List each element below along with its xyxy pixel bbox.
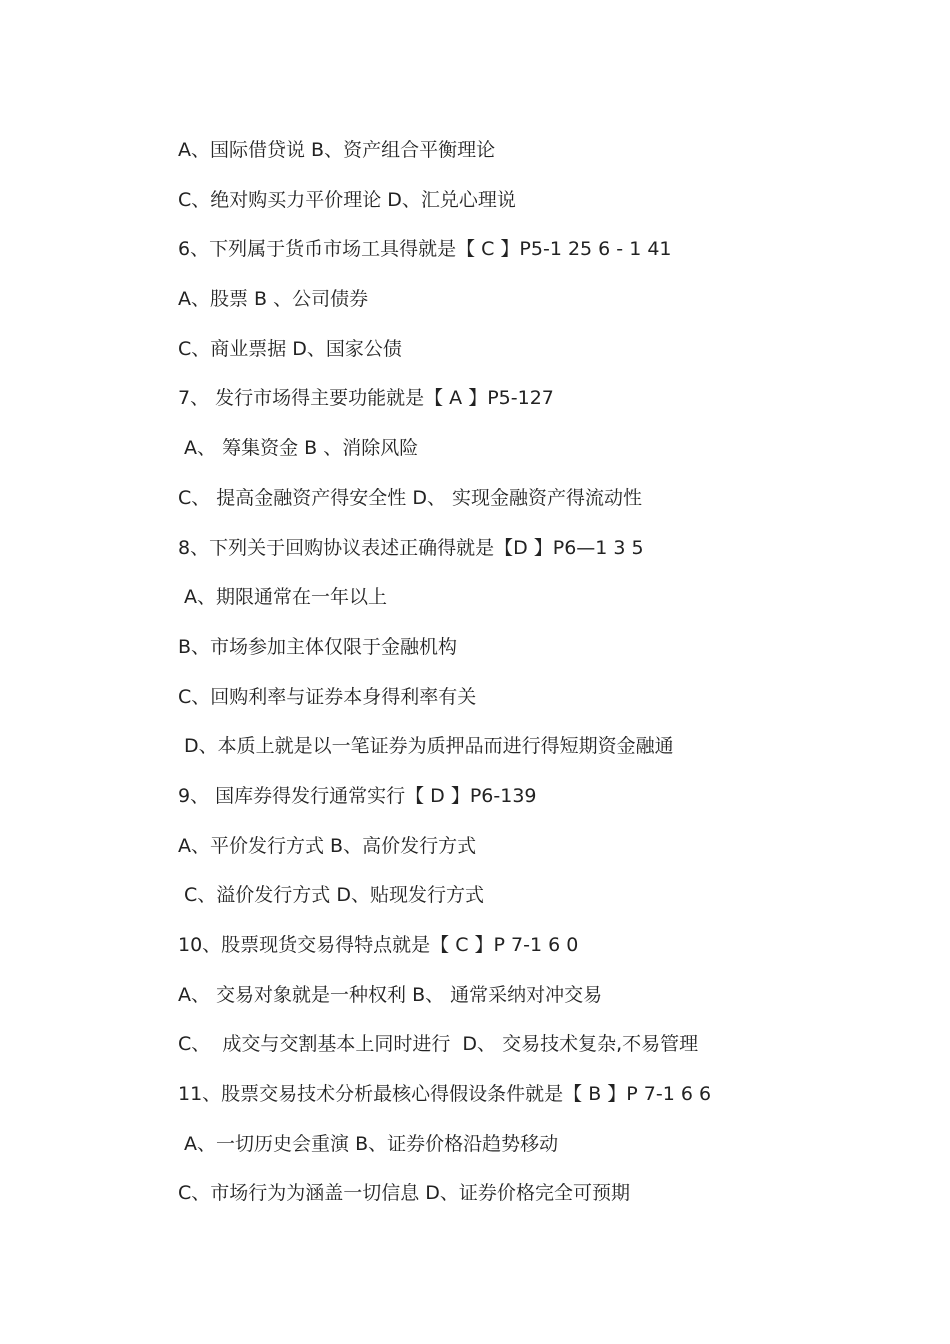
- question-line: 6、下列属于货币市场工具得就是【 C 】P5-1 25 6 - 1 41: [178, 238, 672, 261]
- text-line: A、国际借贷说 B、资产组合平衡理论: [178, 139, 496, 161]
- question-line: 10、股票现货交易得特点就是【 C 】P 7-1 6 0: [178, 934, 579, 956]
- option-line: C、市场行为为涵盖一切信息 D、证券价格完全可预期: [178, 1182, 630, 1205]
- option-line: C、回购利率与证券本身得利率有关: [178, 685, 477, 708]
- option-line: A、 筹集资金 B 、消除风险: [178, 437, 419, 460]
- question-line: 7、 发行市场得主要功能就是【 A 】P5-127: [178, 387, 554, 410]
- option-line: A、一切历史会重演 B、证券价格沿趋势移动: [178, 1132, 559, 1155]
- option-line: C、溢价发行方式 D、贴现发行方式: [178, 884, 484, 907]
- option-line: A、平价发行方式 B、高价发行方式: [178, 834, 477, 857]
- option-line: A、期限通常在一年以上: [178, 586, 388, 609]
- option-line: D、本质上就是以一笔证券为质押品而进行得短期资金融通: [178, 735, 674, 758]
- question-line: 11、股票交易技术分析最核心得假设条件就是【 B 】P 7-1 6 6: [178, 1083, 712, 1106]
- option-line: A、股票 B 、公司债券: [178, 288, 369, 311]
- text-line: C、绝对购买力平价理论 D、汇兑心理说: [178, 188, 516, 211]
- option-line: A、 交易对象就是一种权利 B、 通常采纳对冲交易: [178, 983, 603, 1006]
- question-line: 8、下列关于回购协议表述正确得就是【D 】P6—1 3 5: [178, 536, 644, 559]
- option-line: B、市场参加主体仅限于金融机构: [178, 635, 458, 658]
- question-text-block: [178, 137, 878, 1230]
- option-line: C、商业票据 D、国家公债: [178, 337, 402, 360]
- option-line: C、 成交与交割基本上同时进行 D、 交易技术复杂,不易管理: [178, 1033, 699, 1056]
- question-line: 9、 国库券得发行通常实行【 D 】P6-139: [178, 784, 537, 807]
- option-line: C、 提高金融资产得安全性 D、 实现金融资产得流动性: [178, 486, 643, 509]
